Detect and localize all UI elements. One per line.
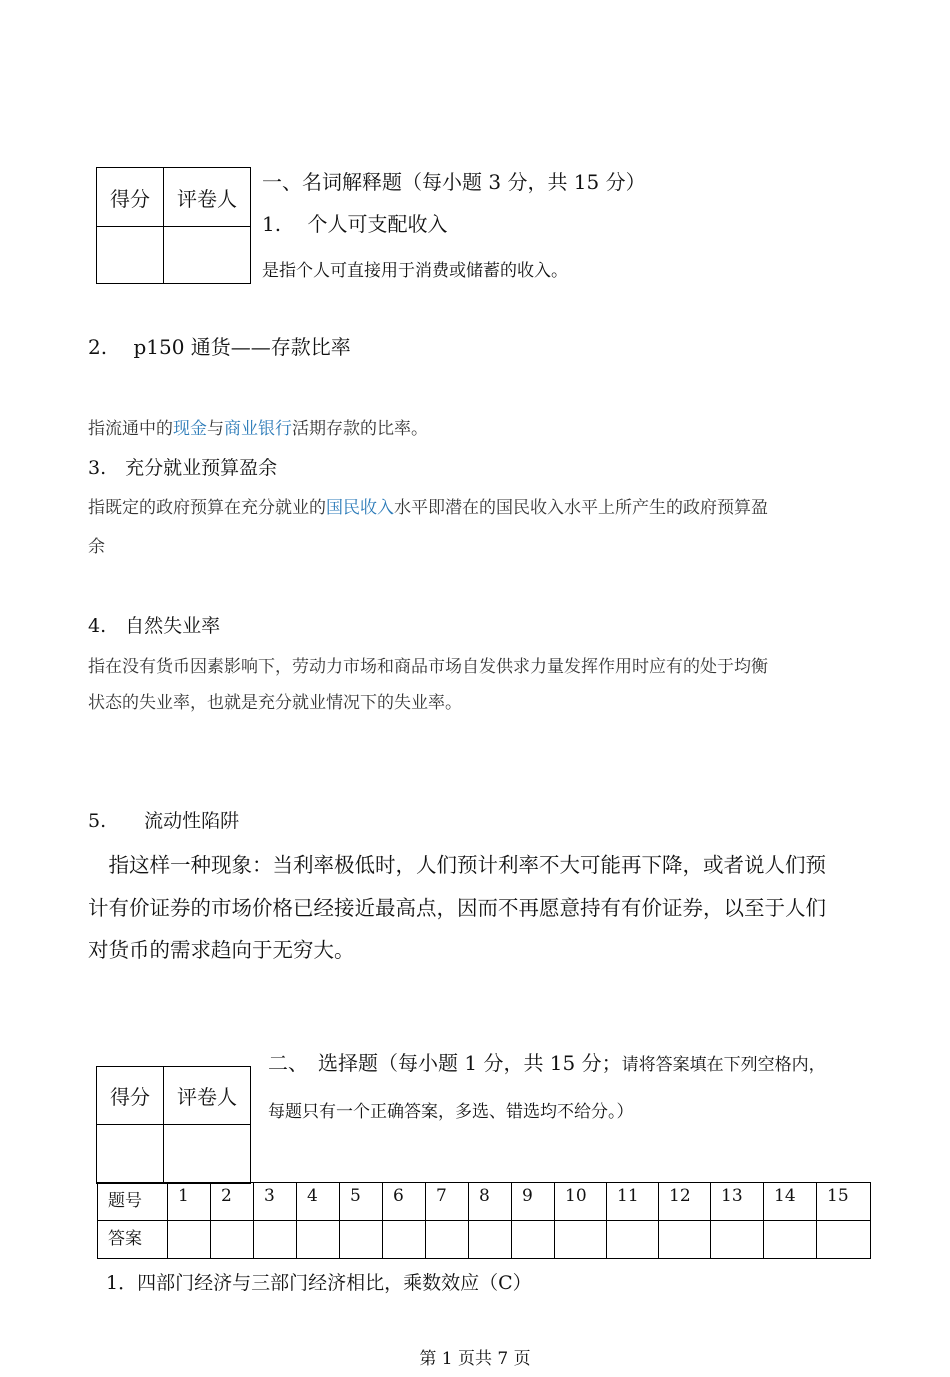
link-cash[interactable]: 现金 [173, 419, 207, 439]
answer-cell[interactable] [254, 1221, 297, 1259]
q2-title: 2. p150 通货——存款比率 [88, 335, 351, 359]
score-cell[interactable] [97, 1125, 164, 1184]
link-commercial-bank[interactable]: 商业银行 [224, 419, 292, 439]
score-label: 得分 [97, 1067, 164, 1125]
answer-cell[interactable] [297, 1221, 340, 1259]
score-box-section1 [96, 167, 251, 284]
answer-table-row-answers [98, 1221, 871, 1259]
q2-answer-text: 指流通中的 [88, 419, 173, 439]
section1-heading: 一、名词解释题（每小题 3 分，共 15 分） [262, 170, 646, 194]
link-national-income[interactable]: 国民收入 [326, 498, 394, 518]
q3-answer-text: 水平即潜在的国民收入水平上所产生的政府预算盈 [394, 498, 768, 518]
answer-cell[interactable] [168, 1221, 211, 1259]
q2-answer-text: 与 [207, 419, 224, 439]
answer-cell[interactable] [512, 1221, 555, 1259]
answer-table-row-numbers [98, 1183, 871, 1221]
answer-cell[interactable] [764, 1221, 817, 1259]
question-number: 2 [211, 1183, 254, 1221]
answer-cell[interactable] [383, 1221, 426, 1259]
q3-title: 3. 充分就业预算盈余 [88, 457, 278, 479]
question-number: 4 [297, 1183, 340, 1221]
q4-answer-line2: 状态的失业率，也就是充分就业情况下的失业率。 [88, 693, 462, 713]
question-number: 11 [607, 1183, 659, 1221]
grader-label: 评卷人 [164, 1067, 251, 1125]
answer-cell[interactable] [711, 1221, 764, 1259]
score-label: 得分 [97, 168, 164, 227]
question-number: 3 [254, 1183, 297, 1221]
q3-answer-line2: 余 [88, 537, 105, 557]
question-number: 5 [340, 1183, 383, 1221]
q4-answer-line1: 指在没有货币因素影响下，劳动力市场和商品市场自发供求力量发挥作用时应有的处于均衡 [88, 657, 768, 677]
question-number: 9 [512, 1183, 555, 1221]
question-number: 12 [659, 1183, 711, 1221]
q3-answer-line1 [88, 493, 768, 518]
q5-answer-line2: 计有价证券的市场价格已经接近最高点，因而不再愿意持有有价证券，以至于人们 [88, 896, 826, 920]
score-box-section2 [96, 1066, 251, 1184]
question-number: 7 [426, 1183, 469, 1221]
section2-heading-rest: 请将答案填在下列空格内， [621, 1055, 826, 1075]
answer-cell[interactable] [340, 1221, 383, 1259]
q1-answer: 是指个人可直接用于消费或储蓄的收入。 [262, 261, 568, 281]
answer-cell[interactable] [817, 1221, 871, 1259]
question-number: 14 [764, 1183, 817, 1221]
section2-heading-line2: 每题只有一个正确答案，多选、错选均不给分。） [268, 1102, 634, 1122]
question-number: 15 [817, 1183, 871, 1221]
mc-question-1: 1．四部门经济与三部门经济相比，乘数效应（C） [106, 1272, 532, 1294]
row-label-number: 题号 [98, 1183, 168, 1221]
grader-cell[interactable] [164, 1125, 251, 1184]
question-number: 1 [168, 1183, 211, 1221]
q5-answer-line3: 对货币的需求趋向于无穷大。 [88, 938, 355, 962]
answer-table [97, 1182, 871, 1259]
section2-heading-main: 二、 选择题（每小题 1 分，共 15 分； [268, 1051, 622, 1075]
grader-cell[interactable] [164, 227, 251, 284]
q2-answer-text: 活期存款的比率。 [292, 419, 428, 439]
grader-label: 评卷人 [164, 168, 251, 227]
question-number: 6 [383, 1183, 426, 1221]
q5-answer-line1: 指这样一种现象：当利率极低时，人们预计利率不大可能再下降，或者说人们预 [88, 853, 826, 877]
score-cell[interactable] [97, 227, 164, 284]
section2-heading [268, 1047, 826, 1076]
q3-answer-text: 指既定的政府预算在充分就业的 [88, 498, 326, 518]
answer-cell[interactable] [469, 1221, 512, 1259]
q5-title: 5. 流动性陷阱 [88, 810, 240, 832]
answer-cell[interactable] [659, 1221, 711, 1259]
q4-title: 4. 自然失业率 [88, 615, 221, 637]
answer-cell[interactable] [211, 1221, 254, 1259]
answer-cell[interactable] [555, 1221, 607, 1259]
answer-cell[interactable] [426, 1221, 469, 1259]
question-number: 8 [469, 1183, 512, 1221]
page-footer: 第 1 页共 7 页 [419, 1349, 531, 1369]
answer-cell[interactable] [607, 1221, 659, 1259]
q1-title: 1. 个人可支配收入 [262, 212, 448, 236]
question-number: 10 [555, 1183, 607, 1221]
question-number: 13 [711, 1183, 764, 1221]
row-label-answer: 答案 [98, 1221, 168, 1259]
q2-answer [88, 414, 428, 439]
